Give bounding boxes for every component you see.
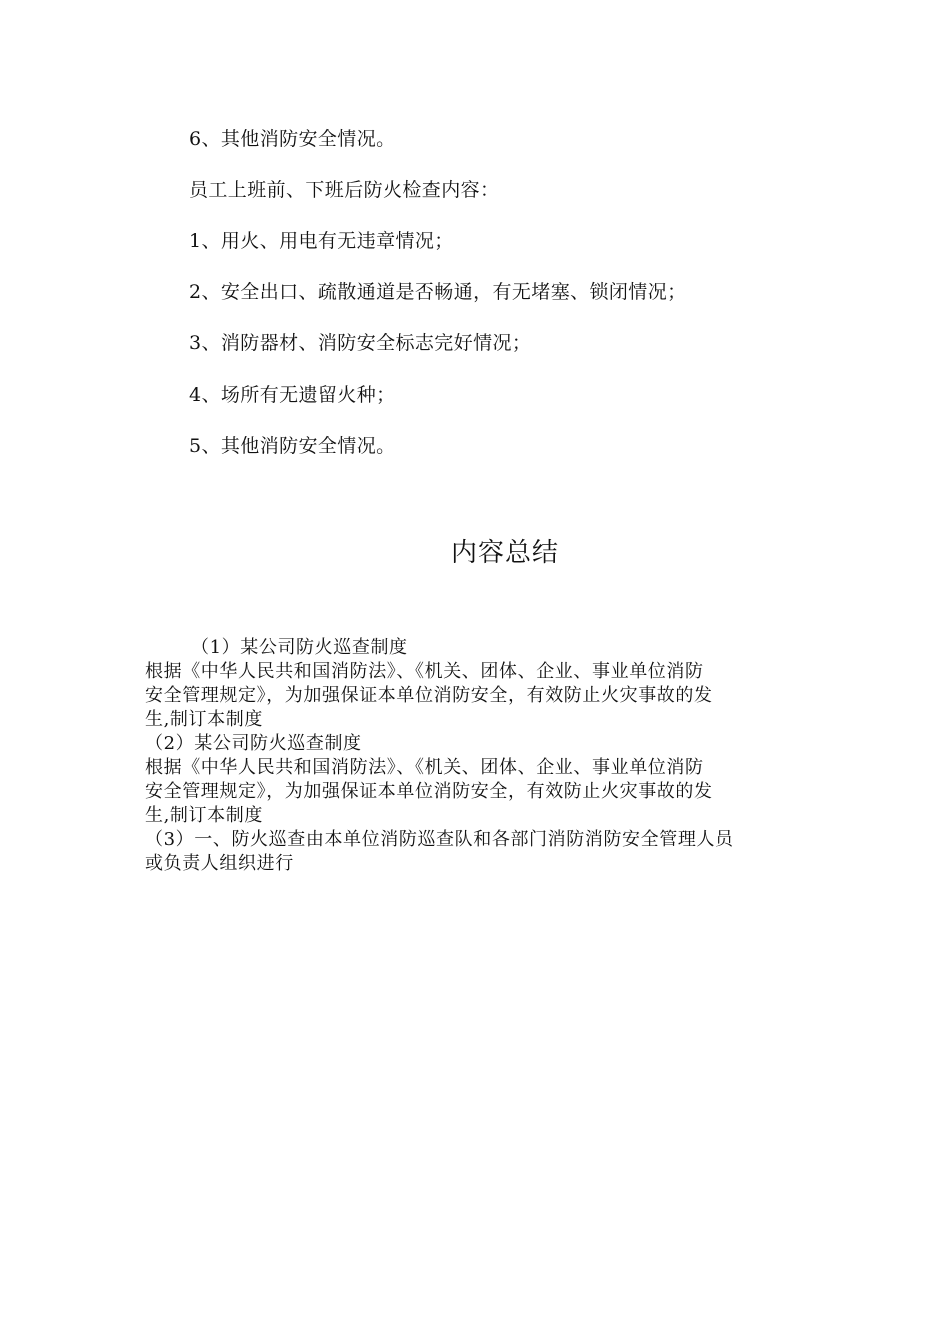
check-item-6: 6、其他消防安全情况。	[189, 128, 396, 150]
staff-check-item-2: 2、安全出口、疏散通道是否畅通，有无堵塞、锁闭情况；	[189, 281, 687, 303]
summary-line: 根据《中华人民共和国消防法》、《机关、团体、企业、事业单位消防	[145, 661, 704, 682]
staff-check-item-3: 3、消防器材、消防安全标志完好情况；	[189, 332, 532, 354]
summary-line: 安全管理规定》，为加强保证本单位消防安全，有效防止火灾事故的发	[145, 685, 713, 706]
summary-line: （2）某公司防火巡查制度	[145, 733, 362, 754]
summary-line: 生,制订本制度	[145, 709, 263, 730]
staff-check-item-4: 4、场所有无遗留火种；	[189, 384, 396, 406]
staff-check-title: 员工上班前、下班后防火检查内容：	[189, 179, 500, 201]
summary-line: 根据《中华人民共和国消防法》、《机关、团体、企业、事业单位消防	[145, 757, 704, 778]
staff-check-item-5: 5、其他消防安全情况。	[189, 435, 396, 457]
summary-line: 生,制订本制度	[145, 805, 263, 826]
summary-heading: 内容总结	[450, 538, 559, 568]
summary-line: （3）一、防火巡查由本单位消防巡查队和各部门消防消防安全管理人员	[145, 829, 734, 850]
summary-line: （1）某公司防火巡查制度	[191, 637, 408, 658]
summary-line: 安全管理规定》，为加强保证本单位消防安全，有效防止火灾事故的发	[145, 781, 713, 802]
summary-body	[145, 636, 810, 876]
summary-line: 或负责人组织进行	[145, 853, 294, 874]
staff-check-item-1: 1、用火、用电有无违章情况；	[189, 230, 454, 252]
